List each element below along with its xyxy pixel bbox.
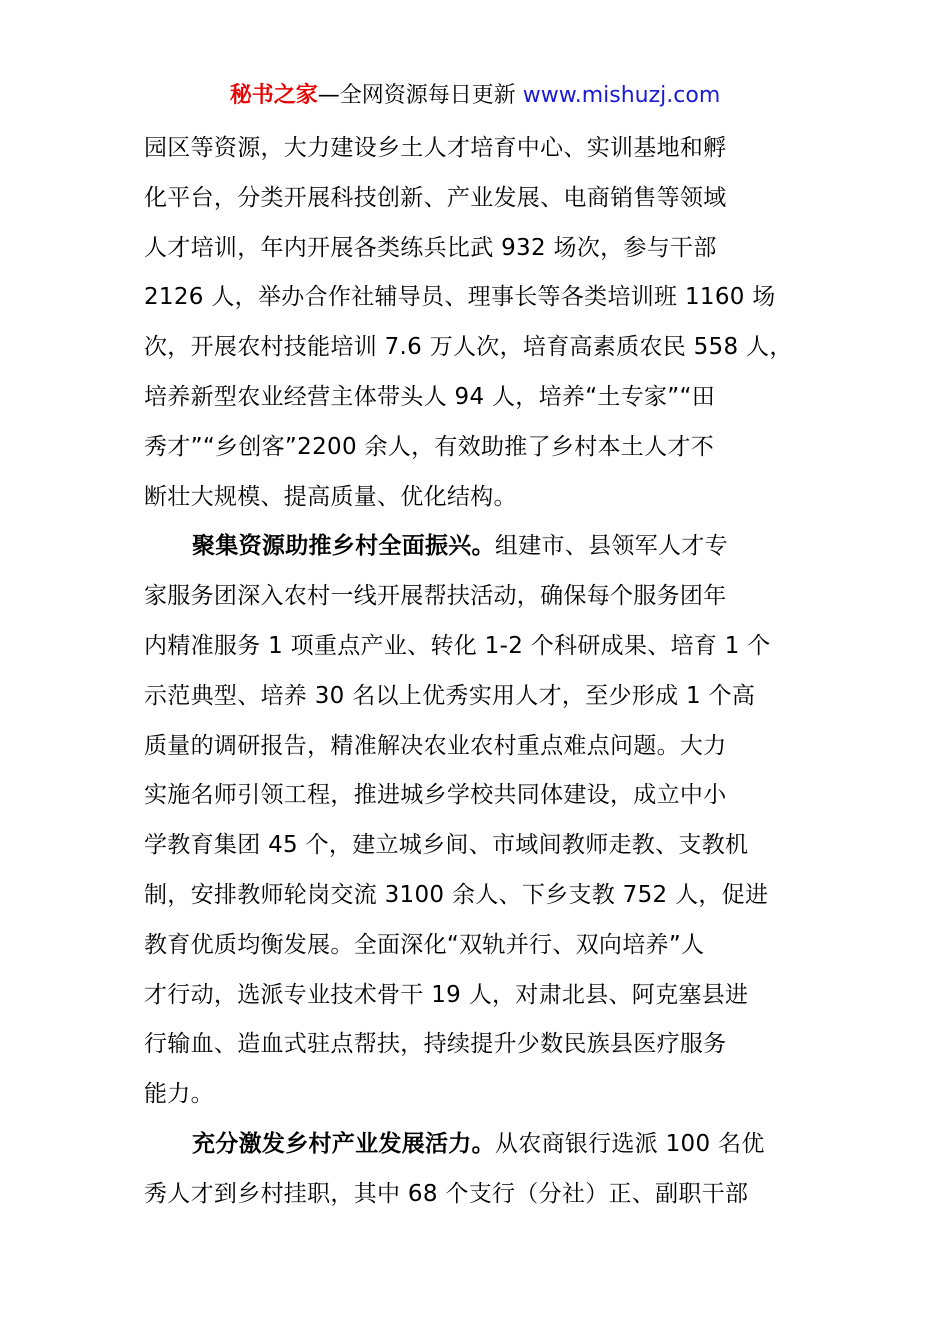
paragraph-lead-heading: 充分激发乡村产业发展活力。 — [192, 1130, 495, 1157]
body-text — [144, 124, 824, 1220]
text-line: 实施名师引领工程，推进城乡学校共同体建设，成立中小 — [144, 782, 727, 809]
text-line: 秀人才到乡村挂职，其中 68 个支行（分社）正、副职干部 — [144, 1180, 749, 1207]
text-line: 才行动，选派专业技术骨干 19 人，对肃北县、阿克塞县进 — [144, 981, 749, 1008]
text-line: 质量的调研报告，精准解决农业农村重点难点问题。大力 — [144, 732, 727, 759]
text-line: 制，安排教师轮岗交流 3100 余人、下乡支教 752 人，促进 — [144, 881, 769, 908]
text-line: 学教育集团 45 个，建立城乡间、市域间教师走教、支教机 — [144, 832, 749, 859]
paragraph-lead-text: 从农商银行选派 100 名优 — [494, 1130, 765, 1157]
paragraph-first-line — [144, 522, 824, 572]
text-line: 教育优质均衡发展。全面深化“双轨并行、双向培养”人 — [144, 931, 705, 958]
text-line: 园区等资源，大力建设乡土人才培育中心、实训基地和孵 — [144, 135, 727, 161]
text-line: 人才培训，年内开展各类练兵比武 932 场次，参与干部 — [144, 234, 717, 261]
page-header — [0, 80, 950, 112]
text-line: 能力。 — [144, 1081, 214, 1108]
text-line: 断壮大规模、提高质量、优化结构。 — [144, 483, 517, 510]
text-line: 2126 人，举办合作社辅导员、理事长等各类培训班 1160 场 — [144, 284, 776, 311]
text-line: 家服务团深入农村一线开展帮扶活动，确保每个服务团年 — [144, 583, 727, 610]
header-url-link[interactable]: www.mishuzj.com — [522, 83, 721, 108]
text-line: 示范典型、培养 30 名以上优秀实用人才，至少形成 1 个高 — [144, 682, 756, 709]
header-brand: 秘书之家 — [229, 83, 318, 108]
text-line: 秀才”“乡创客”2200 余人，有效助推了乡村本土人才不 — [144, 433, 714, 460]
paragraph-lead-heading: 聚集资源助推乡村全面振兴。 — [192, 533, 495, 560]
paragraph-lead-text: 组建市、县领军人才专 — [494, 533, 728, 560]
header-tagline: —全网资源每日更新 — [317, 83, 523, 108]
paragraph-first-line — [144, 1120, 824, 1170]
text-line: 培养新型农业经营主体带头人 94 人，培养“土专家”“田 — [144, 383, 716, 410]
text-line: 次，开展农村技能培训 7.6 万人次，培育高素质农民 558 人， — [144, 334, 793, 361]
text-line: 行输血、造血式驻点帮扶，持续提升少数民族县医疗服务 — [144, 1031, 727, 1058]
text-line: 化平台，分类开展科技创新、产业发展、电商销售等领域 — [144, 184, 727, 211]
text-line: 内精准服务 1 项重点产业、转化 1-2 个科研成果、培育 1 个 — [144, 632, 771, 659]
